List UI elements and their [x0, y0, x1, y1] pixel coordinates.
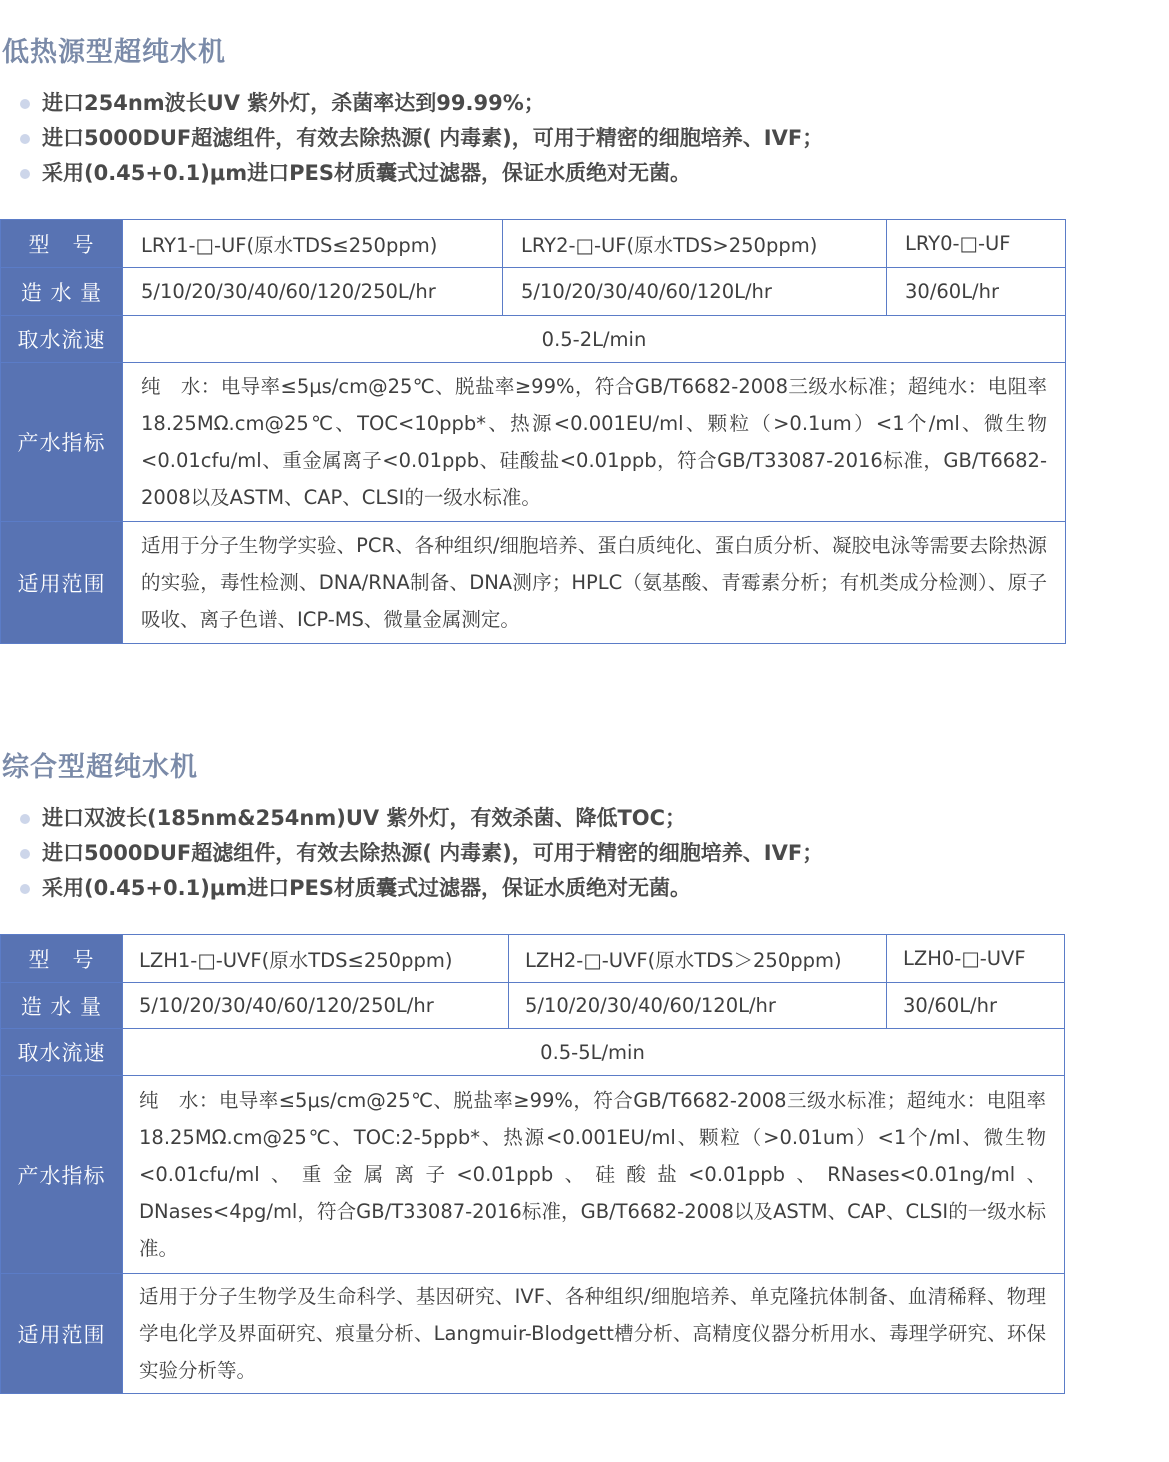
bullet-dot-icon — [20, 134, 30, 144]
flow-cell: 0.5-2L/min — [123, 316, 1066, 363]
spec-table — [0, 934, 1065, 1394]
model-cell: LZH2-□-UVF(原水TDS＞250ppm) — [509, 935, 887, 983]
bullet-dot-icon — [20, 884, 30, 894]
row-header-quality: 产水指标 — [1, 363, 123, 522]
table-row — [1, 316, 1066, 363]
feature-item: 进口双波长(185nm&254nm)UV 紫外灯，有效杀菌、降低TOC； — [18, 801, 823, 836]
row-header-output: 造 水 量 — [1, 268, 123, 316]
model-cell: LZH1-□-UVF(原水TDS≤250ppm) — [123, 935, 509, 983]
row-header-model: 型 号 — [1, 220, 123, 268]
section-title: 低热源型超纯水机 — [2, 37, 226, 68]
quality-cell: 纯 水：电导率≤5μs/cm@25℃、脱盐率≥99%，符合GB/T6682-2008三级水标准；超纯水：电阻率18.25MΩ.cm@25℃、TOC:2-5ppb*、热源<0.001EU/ml、颗粒（>0.01um）<1个/ml、微生物<0.01cfu/ml、重金属离子<0.01ppb、硅酸盐<0.01ppb、RNases<0.01ng/ml、DNases<4pg/ml，符合GB/T33087-2016标准，GB/T6682-2008以及ASTM、CAP、CLSI的一级水标准。 — [123, 1076, 1065, 1274]
bullet-dot-icon — [20, 849, 30, 859]
row-header-output: 造 水 量 — [1, 983, 123, 1029]
row-header-flow: 取水流速 — [1, 316, 123, 363]
table-row — [1, 1274, 1065, 1394]
row-header-scope: 适用范围 — [1, 1274, 123, 1394]
table-row — [1, 1076, 1065, 1274]
output-cell: 30/60L/hr — [887, 268, 1066, 316]
quality-cell: 纯 水：电导率≤5μs/cm@25℃、脱盐率≥99%，符合GB/T6682-2008三级水标准；超纯水：电阻率18.25MΩ.cm@25℃、TOC<10ppb*、热源<0.001EU/ml、颗粒（>0.1um）<1个/ml、微生物<0.01cfu/ml、重金属离子<0.01ppb、硅酸盐<0.01ppb，符合GB/T33087-2016标准，GB/T6682-2008以及ASTM、CAP、CLSI的一级水标准。 — [123, 363, 1066, 522]
scope-cell: 适用于分子生物学实验、PCR、各种组织/细胞培养、蛋白质纯化、蛋白质分析、凝胶电泳等需要去除热源的实验，毒性检测、DNA/RNA制备、DNA测序；HPLC（氨基酸、青霉素分析；有机类成分检测）、原子吸收、离子色谱、ICP-MS、微量金属测定。 — [123, 522, 1066, 644]
output-cell: 5/10/20/30/40/60/120L/hr — [503, 268, 887, 316]
output-cell: 5/10/20/30/40/60/120L/hr — [509, 983, 887, 1029]
feature-item: 进口5000DUF超滤组件，有效去除热源( 内毒素)，可用于精密的细胞培养、IVF； — [18, 836, 823, 871]
output-cell: 5/10/20/30/40/60/120/250L/hr — [123, 268, 503, 316]
output-cell: 30/60L/hr — [887, 983, 1065, 1029]
table-row — [1, 1029, 1065, 1076]
model-cell: LRY0-□-UF — [887, 220, 1066, 268]
table-row — [1, 983, 1065, 1029]
section-title: 综合型超纯水机 — [2, 752, 198, 783]
model-cell: LZH0-□-UVF — [887, 935, 1065, 983]
feature-item: 进口254nm波长UV 紫外灯，杀菌率达到99.99%； — [18, 86, 823, 121]
feature-item: 进口5000DUF超滤组件，有效去除热源( 内毒素)，可用于精密的细胞培养、IVF； — [18, 121, 823, 156]
table-row — [1, 363, 1066, 522]
table-row — [1, 268, 1066, 316]
flow-cell: 0.5-5L/min — [123, 1029, 1065, 1076]
bullet-dot-icon — [20, 169, 30, 179]
row-header-quality: 产水指标 — [1, 1076, 123, 1274]
bullet-dot-icon — [20, 99, 30, 109]
feature-item: 采用(0.45+0.1)μm进口PES材质囊式过滤器，保证水质绝对无菌。 — [18, 156, 823, 191]
feature-list — [18, 801, 823, 906]
spec-table — [0, 219, 1066, 644]
feature-item: 采用(0.45+0.1)μm进口PES材质囊式过滤器，保证水质绝对无菌。 — [18, 871, 823, 906]
scope-cell: 适用于分子生物学及生命科学、基因研究、IVF、各种组织/细胞培养、单克隆抗体制备、血清稀释、物理学电化学及界面研究、痕量分析、Langmuir-Blodgett槽分析、高精度仪器分析用水、毒理学研究、环保实验分析等。 — [123, 1274, 1065, 1394]
table-row — [1, 935, 1065, 983]
row-header-model: 型 号 — [1, 935, 123, 983]
model-cell: LRY2-□-UF(原水TDS>250ppm) — [503, 220, 887, 268]
row-header-flow: 取水流速 — [1, 1029, 123, 1076]
table-row — [1, 220, 1066, 268]
feature-list — [18, 86, 823, 191]
row-header-scope: 适用范围 — [1, 522, 123, 644]
bullet-dot-icon — [20, 814, 30, 824]
model-cell: LRY1-□-UF(原水TDS≤250ppm) — [123, 220, 503, 268]
output-cell: 5/10/20/30/40/60/120/250L/hr — [123, 983, 509, 1029]
table-row — [1, 522, 1066, 644]
